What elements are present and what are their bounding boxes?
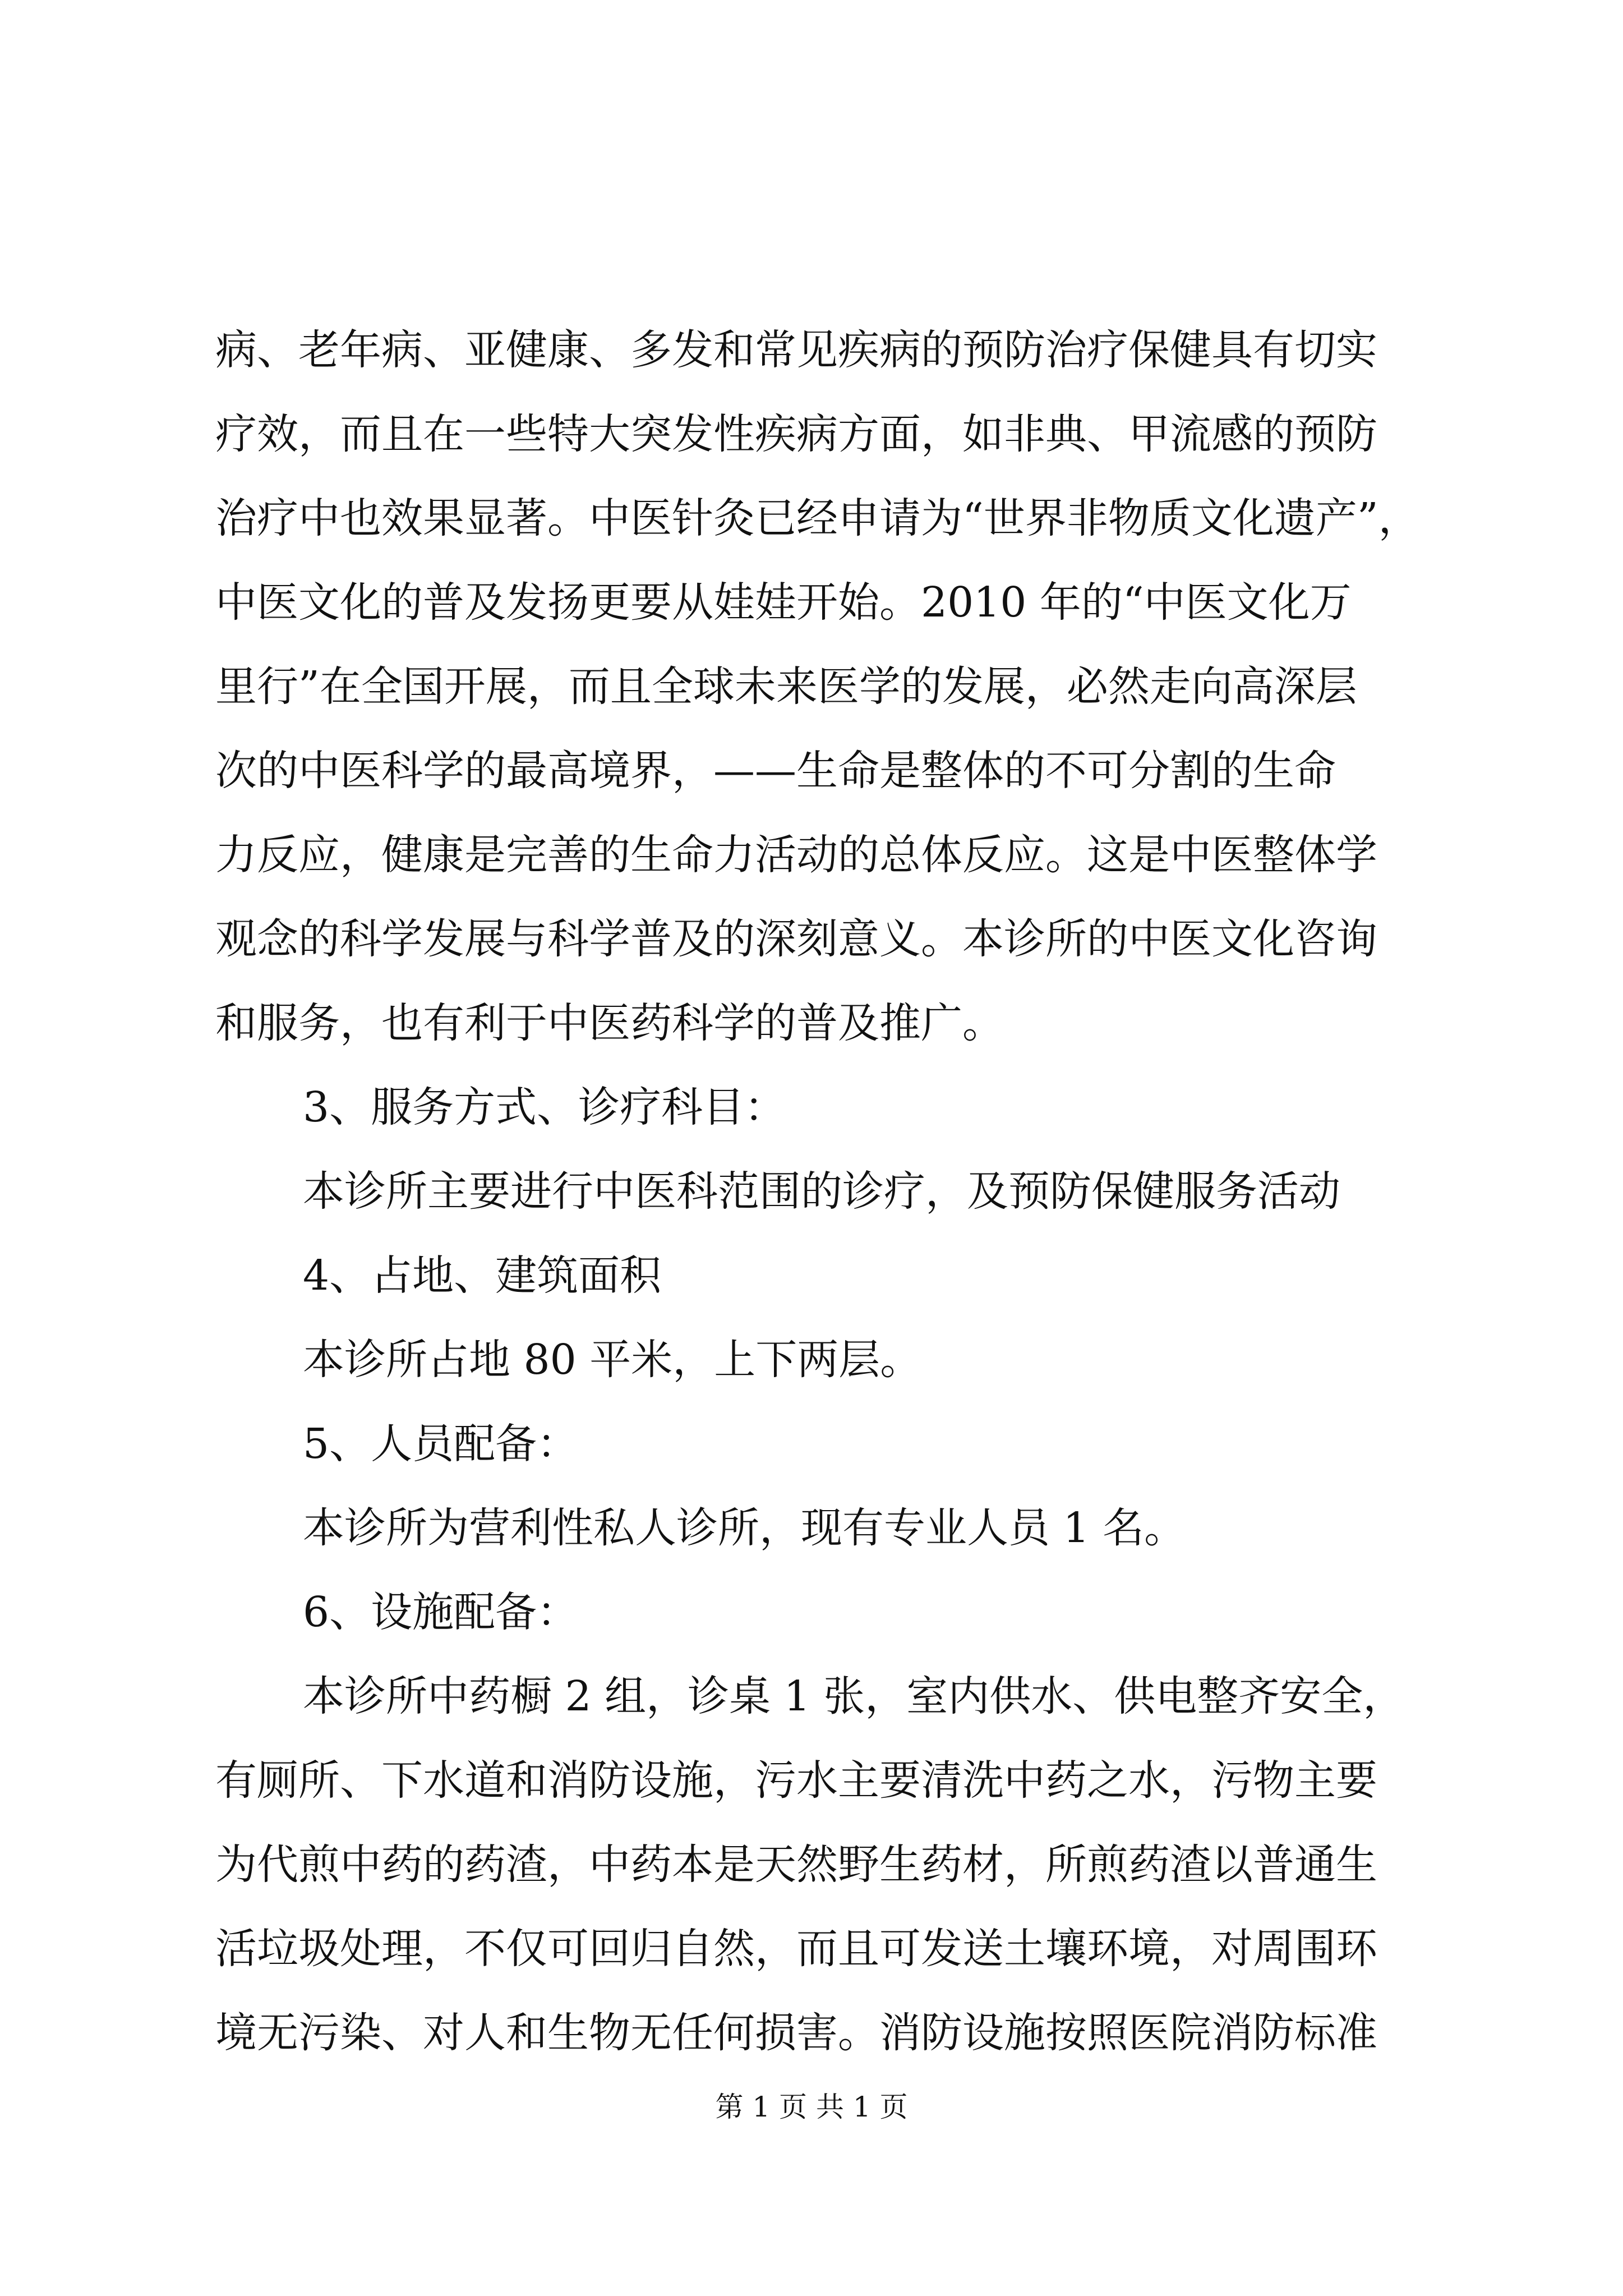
body-text-line: 本诊所中药橱 2 组，诊桌 1 张，室内供水、供电整齐安全， — [303, 1672, 1405, 1720]
section-heading: 6、设施配备： — [303, 1588, 579, 1636]
body-text-line: 病、老年病、亚健康、多发和常见疾病的预防治疗保健具有切实 — [215, 326, 1377, 374]
body-text-line: 里行”在全国开展，而且全球未来医学的发展，必然走向高深层 — [215, 662, 1357, 711]
body-text-line: 次的中医科学的最高境界，——生命是整体的不可分割的生命 — [215, 747, 1336, 795]
body-text-line: 中医文化的普及发扬更要从娃娃开始。2010 年的“中医文化万 — [215, 578, 1352, 627]
body-text-line: 本诊所主要进行中医科范围的诊疗，及预防保健服务活动 — [303, 1167, 1340, 1216]
body-text-line: 本诊所占地 80 平米，上下两层。 — [303, 1336, 922, 1384]
body-text-line: 疗效，而且在一些特大突发性疾病方面，如非典、甲流感的预防 — [215, 410, 1377, 458]
body-text-line: 为代煎中药的药渣，中药本是天然野生药材，所煎药渣以普通生 — [215, 1841, 1377, 1889]
body-text-line: 本诊所为营利性私人诊所，现有专业人员 1 名。 — [303, 1504, 1186, 1552]
body-text-line: 和服务，也有利于中医药科学的普及推广。 — [215, 999, 1004, 1047]
body-text-line: 力反应，健康是完善的生命力活动的总体反应。这是中医整体学 — [215, 831, 1377, 879]
body-text-line: 有厕所、下水道和消防设施，污水主要清洗中药之水，污物主要 — [215, 1756, 1377, 1805]
body-text-line: 境无污染、对人和生物无任何损害。消防设施按照医院消防标准 — [215, 2009, 1377, 2057]
section-heading: 3、服务方式、诊疗科目： — [303, 1083, 786, 1131]
body-text-line: 活垃圾处理，不仅可回归自然，而且可发送土壤环境，对周围环 — [215, 1925, 1377, 1973]
section-heading: 5、人员配备： — [303, 1420, 579, 1468]
body-text-line: 观念的科学发展与科学普及的深刻意义。本诊所的中医文化咨询 — [215, 915, 1377, 963]
body-text-line: 治疗中也效果显著。中医针灸已经申请为“世界非物质文化遗产”， — [215, 494, 1420, 542]
page-number-footer: 第 1 页 共 1 页 — [715, 2091, 908, 2123]
section-heading: 4、占地、建筑面积 — [303, 1251, 662, 1300]
